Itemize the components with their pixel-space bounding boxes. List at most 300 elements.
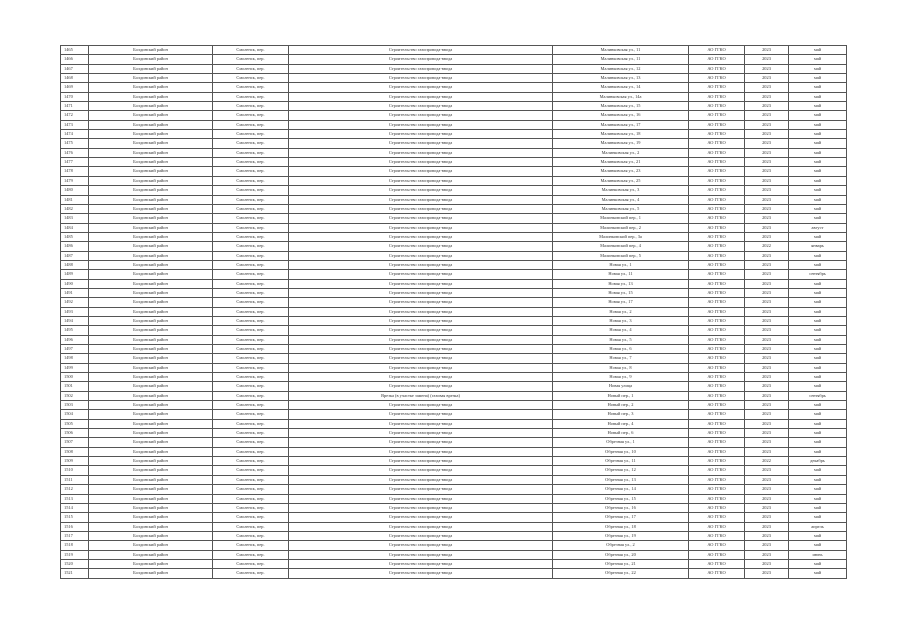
cell-year: 2023 xyxy=(745,531,789,540)
cell-locality: Смоленск, пер. xyxy=(213,559,289,568)
cell-district: Болдинский район xyxy=(89,541,213,550)
cell-address: Обрезная ул., 20 xyxy=(553,550,689,559)
cell-district: Болдинский район xyxy=(89,419,213,428)
cell-work-type: Строительство газопровода-ввода xyxy=(289,522,553,531)
cell-year: 2023 xyxy=(745,438,789,447)
cell-work-type: Строительство газопровода-ввода xyxy=(289,345,553,354)
cell-month: май xyxy=(789,316,847,325)
cell-locality: Смоленск, пер. xyxy=(213,550,289,559)
cell-district: Болдинский район xyxy=(89,83,213,92)
cell-district: Болдинский район xyxy=(89,139,213,148)
cell-organization: АО ГГКО xyxy=(689,158,745,167)
table-row xyxy=(61,139,847,148)
cell-row-number: 1516 xyxy=(61,522,89,531)
cell-address: Малинковская ул., 4 xyxy=(553,195,689,204)
cell-year: 2023 xyxy=(745,466,789,475)
cell-row-number: 1475 xyxy=(61,139,89,148)
cell-month: май xyxy=(789,279,847,288)
cell-row-number: 1512 xyxy=(61,485,89,494)
cell-locality: Смоленск, пер. xyxy=(213,279,289,288)
cell-district: Болдинский район xyxy=(89,382,213,391)
cell-month: май xyxy=(789,429,847,438)
table-row xyxy=(61,569,847,578)
table-row xyxy=(61,279,847,288)
cell-locality: Смоленск, пер. xyxy=(213,130,289,139)
cell-month: май xyxy=(789,260,847,269)
cell-row-number: 1506 xyxy=(61,429,89,438)
cell-month: май xyxy=(789,204,847,213)
cell-work-type: Строительство газопровода-ввода xyxy=(289,195,553,204)
cell-work-type: Строительство газопровода-ввода xyxy=(289,494,553,503)
table-row xyxy=(61,176,847,185)
cell-work-type: Строительство газопровода-ввода xyxy=(289,83,553,92)
table-row xyxy=(61,223,847,232)
cell-year: 2023 xyxy=(745,158,789,167)
cell-address: Обрезная ул., 19 xyxy=(553,531,689,540)
table-row xyxy=(61,326,847,335)
cell-address: Обрезная ул., 11 xyxy=(553,457,689,466)
cell-year: 2023 xyxy=(745,475,789,484)
cell-work-type: Строительство газопровода-ввода xyxy=(289,102,553,111)
cell-organization: АО ГГКО xyxy=(689,457,745,466)
cell-month: май xyxy=(789,55,847,64)
cell-month: май xyxy=(789,111,847,120)
cell-month: декабрь xyxy=(789,457,847,466)
cell-district: Болдинский район xyxy=(89,503,213,512)
cell-month: май xyxy=(789,251,847,260)
cell-address: Обрезная ул., 16 xyxy=(553,503,689,512)
cell-address: Малинковская ул., 2 xyxy=(553,148,689,157)
cell-organization: АО ГГКО xyxy=(689,466,745,475)
cell-month: май xyxy=(789,569,847,578)
cell-year: 2023 xyxy=(745,260,789,269)
cell-work-type: Строительство газопровода-ввода xyxy=(289,316,553,325)
cell-year: 2023 xyxy=(745,204,789,213)
cell-year: 2023 xyxy=(745,541,789,550)
cell-locality: Смоленск, пер. xyxy=(213,345,289,354)
cell-row-number: 1487 xyxy=(61,251,89,260)
cell-district: Болдинский район xyxy=(89,279,213,288)
cell-year: 2023 xyxy=(745,345,789,354)
cell-row-number: 1473 xyxy=(61,120,89,129)
cell-organization: АО ГГКО xyxy=(689,120,745,129)
cell-month: май xyxy=(789,335,847,344)
cell-organization: АО ГГКО xyxy=(689,382,745,391)
table-row xyxy=(61,531,847,540)
cell-locality: Смоленск, пер. xyxy=(213,288,289,297)
cell-work-type: Строительство газопровода-ввода xyxy=(289,326,553,335)
cell-locality: Смоленск, пер. xyxy=(213,298,289,307)
cell-row-number: 1495 xyxy=(61,326,89,335)
cell-row-number: 1477 xyxy=(61,158,89,167)
cell-district: Болдинский район xyxy=(89,92,213,101)
cell-organization: АО ГГКО xyxy=(689,111,745,120)
table-row xyxy=(61,120,847,129)
cell-locality: Смоленск, пер. xyxy=(213,270,289,279)
cell-organization: АО ГГКО xyxy=(689,74,745,83)
cell-month: май xyxy=(789,74,847,83)
cell-month: май xyxy=(789,541,847,550)
cell-work-type: Строительство газопровода-ввода xyxy=(289,513,553,522)
cell-work-type: Строительство газопровода-ввода xyxy=(289,559,553,568)
cell-address: Обрезная ул., 1 xyxy=(553,438,689,447)
cell-locality: Смоленск, пер. xyxy=(213,569,289,578)
cell-organization: АО ГГКО xyxy=(689,410,745,419)
cell-organization: АО ГГКО xyxy=(689,223,745,232)
cell-organization: АО ГГКО xyxy=(689,345,745,354)
cell-address: Малинковская ул., 18 xyxy=(553,130,689,139)
table-row xyxy=(61,345,847,354)
cell-row-number: 1466 xyxy=(61,55,89,64)
cell-district: Болдинский район xyxy=(89,74,213,83)
cell-district: Болдинский район xyxy=(89,270,213,279)
cell-locality: Смоленск, пер. xyxy=(213,410,289,419)
cell-row-number: 1499 xyxy=(61,363,89,372)
cell-district: Болдинский район xyxy=(89,288,213,297)
cell-address: Малинковская ул., 21 xyxy=(553,158,689,167)
cell-address: Новая ул., 2 xyxy=(553,307,689,316)
cell-address: Новая ул., 11 xyxy=(553,270,689,279)
cell-month: май xyxy=(789,401,847,410)
cell-year: 2023 xyxy=(745,223,789,232)
cell-organization: АО ГГКО xyxy=(689,195,745,204)
cell-organization: АО ГГКО xyxy=(689,307,745,316)
cell-year: 2023 xyxy=(745,503,789,512)
cell-address: Новый пер., 1 xyxy=(553,391,689,400)
cell-month: май xyxy=(789,298,847,307)
cell-address: Малинковский пер., 5 xyxy=(553,251,689,260)
cell-month: сентябрь xyxy=(789,391,847,400)
cell-work-type: Строительство газопровода-ввода xyxy=(289,55,553,64)
table-row xyxy=(61,382,847,391)
cell-month: сентябрь xyxy=(789,270,847,279)
cell-row-number: 1511 xyxy=(61,475,89,484)
cell-month: май xyxy=(789,503,847,512)
cell-work-type: Строительство газопровода-ввода xyxy=(289,410,553,419)
cell-work-type: Строительство газопровода-ввода xyxy=(289,541,553,550)
cell-organization: АО ГГКО xyxy=(689,92,745,101)
cell-month: май xyxy=(789,195,847,204)
cell-locality: Смоленск, пер. xyxy=(213,223,289,232)
cell-district: Болдинский район xyxy=(89,111,213,120)
cell-district: Болдинский район xyxy=(89,307,213,316)
cell-organization: АО ГГКО xyxy=(689,541,745,550)
cell-year: 2023 xyxy=(745,513,789,522)
cell-organization: АО ГГКО xyxy=(689,559,745,568)
table-row xyxy=(61,457,847,466)
cell-locality: Смоленск, пер. xyxy=(213,242,289,251)
table-row xyxy=(61,55,847,64)
cell-year: 2023 xyxy=(745,485,789,494)
cell-month: май xyxy=(789,419,847,428)
cell-work-type: Строительство газопровода-ввода xyxy=(289,307,553,316)
cell-work-type: Строительство газопровода-ввода xyxy=(289,74,553,83)
cell-address: Обрезная ул., 21 xyxy=(553,559,689,568)
cell-year: 2023 xyxy=(745,522,789,531)
cell-work-type: Врезка (в участке замена) (газовая врезка) xyxy=(289,391,553,400)
cell-address: Новая ул., 15 xyxy=(553,288,689,297)
cell-address: Новая ул., 7 xyxy=(553,354,689,363)
cell-district: Болдинский район xyxy=(89,531,213,540)
cell-work-type: Строительство газопровода-ввода xyxy=(289,279,553,288)
cell-year: 2023 xyxy=(745,64,789,73)
cell-year: 2022 xyxy=(745,242,789,251)
cell-row-number: 1474 xyxy=(61,130,89,139)
cell-year: 2023 xyxy=(745,354,789,363)
cell-row-number: 1491 xyxy=(61,288,89,297)
cell-work-type: Строительство газопровода-ввода xyxy=(289,176,553,185)
cell-locality: Смоленск, пер. xyxy=(213,466,289,475)
table-row xyxy=(61,92,847,101)
cell-locality: Смоленск, пер. xyxy=(213,92,289,101)
cell-address: Обрезная ул., 14 xyxy=(553,485,689,494)
cell-district: Болдинский район xyxy=(89,494,213,503)
table-row xyxy=(61,494,847,503)
cell-organization: АО ГГКО xyxy=(689,475,745,484)
cell-locality: Смоленск, пер. xyxy=(213,513,289,522)
table-row xyxy=(61,429,847,438)
cell-district: Болдинский район xyxy=(89,148,213,157)
cell-month: май xyxy=(789,148,847,157)
table-row xyxy=(61,522,847,531)
cell-district: Болдинский район xyxy=(89,223,213,232)
cell-organization: АО ГГКО xyxy=(689,288,745,297)
cell-work-type: Строительство газопровода-ввода xyxy=(289,335,553,344)
cell-month: май xyxy=(789,531,847,540)
cell-organization: АО ГГКО xyxy=(689,139,745,148)
cell-year: 2023 xyxy=(745,447,789,456)
cell-locality: Смоленск, пер. xyxy=(213,46,289,55)
cell-district: Болдинский район xyxy=(89,186,213,195)
cell-month: май xyxy=(789,307,847,316)
cell-district: Болдинский район xyxy=(89,232,213,241)
cell-work-type: Строительство газопровода-ввода xyxy=(289,466,553,475)
cell-organization: АО ГГКО xyxy=(689,55,745,64)
data-table xyxy=(60,45,847,579)
cell-district: Болдинский район xyxy=(89,176,213,185)
cell-work-type: Строительство газопровода-ввода xyxy=(289,251,553,260)
cell-row-number: 1468 xyxy=(61,74,89,83)
cell-row-number: 1502 xyxy=(61,391,89,400)
cell-row-number: 1493 xyxy=(61,307,89,316)
table-row xyxy=(61,214,847,223)
cell-address: Малинковская ул., 11 xyxy=(553,46,689,55)
cell-address: Новая ул., 6 xyxy=(553,345,689,354)
table-row xyxy=(61,288,847,297)
cell-month: май xyxy=(789,167,847,176)
cell-row-number: 1476 xyxy=(61,148,89,157)
cell-address: Малинковская ул., 19 xyxy=(553,139,689,148)
cell-row-number: 1467 xyxy=(61,64,89,73)
table-row xyxy=(61,363,847,372)
cell-work-type: Строительство газопровода-ввода xyxy=(289,223,553,232)
cell-year: 2023 xyxy=(745,550,789,559)
cell-locality: Смоленск, пер. xyxy=(213,503,289,512)
cell-locality: Смоленск, пер. xyxy=(213,186,289,195)
cell-row-number: 1504 xyxy=(61,410,89,419)
cell-row-number: 1480 xyxy=(61,186,89,195)
table-row xyxy=(61,64,847,73)
cell-locality: Смоленск, пер. xyxy=(213,522,289,531)
table-row xyxy=(61,513,847,522)
cell-month: май xyxy=(789,176,847,185)
cell-locality: Смоленск, пер. xyxy=(213,158,289,167)
table-row xyxy=(61,167,847,176)
cell-locality: Смоленск, пер. xyxy=(213,382,289,391)
cell-year: 2023 xyxy=(745,46,789,55)
cell-month: июнь xyxy=(789,550,847,559)
cell-organization: АО ГГКО xyxy=(689,326,745,335)
cell-year: 2023 xyxy=(745,373,789,382)
cell-row-number: 1508 xyxy=(61,447,89,456)
cell-organization: АО ГГКО xyxy=(689,531,745,540)
cell-row-number: 1488 xyxy=(61,260,89,269)
cell-district: Болдинский район xyxy=(89,316,213,325)
cell-address: Новая ул., 1 xyxy=(553,260,689,269)
cell-organization: АО ГГКО xyxy=(689,251,745,260)
cell-district: Болдинский район xyxy=(89,298,213,307)
cell-row-number: 1520 xyxy=(61,559,89,568)
cell-year: 2022 xyxy=(745,457,789,466)
cell-row-number: 1485 xyxy=(61,232,89,241)
cell-locality: Смоленск, пер. xyxy=(213,102,289,111)
cell-year: 2023 xyxy=(745,148,789,157)
cell-district: Болдинский район xyxy=(89,559,213,568)
table-row xyxy=(61,541,847,550)
cell-district: Болдинский район xyxy=(89,120,213,129)
cell-month: май xyxy=(789,382,847,391)
cell-district: Болдинский район xyxy=(89,326,213,335)
table-row xyxy=(61,410,847,419)
cell-work-type: Строительство газопровода-ввода xyxy=(289,373,553,382)
cell-district: Болдинский район xyxy=(89,55,213,64)
cell-address: Новая ул., 8 xyxy=(553,363,689,372)
cell-row-number: 1469 xyxy=(61,83,89,92)
cell-year: 2023 xyxy=(745,316,789,325)
table-row xyxy=(61,447,847,456)
table-row xyxy=(61,485,847,494)
cell-organization: АО ГГКО xyxy=(689,438,745,447)
cell-row-number: 1489 xyxy=(61,270,89,279)
table-row xyxy=(61,559,847,568)
cell-address: Малинковская ул., 13 xyxy=(553,74,689,83)
cell-work-type: Строительство газопровода-ввода xyxy=(289,485,553,494)
cell-year: 2023 xyxy=(745,214,789,223)
cell-organization: АО ГГКО xyxy=(689,186,745,195)
cell-locality: Смоленск, пер. xyxy=(213,447,289,456)
cell-district: Болдинский район xyxy=(89,522,213,531)
cell-address: Малинковская ул., 15 xyxy=(553,102,689,111)
cell-month: май xyxy=(789,354,847,363)
cell-locality: Смоленск, пер. xyxy=(213,391,289,400)
cell-row-number: 1494 xyxy=(61,316,89,325)
cell-work-type: Строительство газопровода-ввода xyxy=(289,46,553,55)
cell-month: май xyxy=(789,64,847,73)
cell-district: Болдинский район xyxy=(89,158,213,167)
cell-organization: АО ГГКО xyxy=(689,316,745,325)
cell-month: май xyxy=(789,288,847,297)
cell-year: 2023 xyxy=(745,391,789,400)
cell-year: 2023 xyxy=(745,139,789,148)
cell-organization: АО ГГКО xyxy=(689,130,745,139)
cell-address: Обрезная ул., 18 xyxy=(553,522,689,531)
cell-locality: Смоленск, пер. xyxy=(213,307,289,316)
cell-work-type: Строительство газопровода-ввода xyxy=(289,401,553,410)
table-row xyxy=(61,46,847,55)
cell-address: Обрезная ул., 22 xyxy=(553,569,689,578)
cell-year: 2023 xyxy=(745,382,789,391)
cell-year: 2023 xyxy=(745,102,789,111)
cell-row-number: 1465 xyxy=(61,46,89,55)
cell-organization: АО ГГКО xyxy=(689,513,745,522)
cell-work-type: Строительство газопровода-ввода xyxy=(289,260,553,269)
cell-month: май xyxy=(789,120,847,129)
cell-year: 2023 xyxy=(745,74,789,83)
table-row xyxy=(61,148,847,157)
cell-address: Новый пер., 2 xyxy=(553,401,689,410)
cell-month: май xyxy=(789,373,847,382)
cell-address: Малинковский пер., 4 xyxy=(553,242,689,251)
cell-work-type: Строительство газопровода-ввода xyxy=(289,457,553,466)
cell-address: Малинковский пер., 2 xyxy=(553,223,689,232)
table-row xyxy=(61,74,847,83)
cell-district: Болдинский район xyxy=(89,260,213,269)
cell-month: май xyxy=(789,345,847,354)
cell-month: май xyxy=(789,513,847,522)
cell-month: январь xyxy=(789,242,847,251)
cell-row-number: 1497 xyxy=(61,345,89,354)
cell-address: Малинковская ул., 25 xyxy=(553,176,689,185)
cell-address: Новый пер., 4 xyxy=(553,419,689,428)
cell-organization: АО ГГКО xyxy=(689,401,745,410)
table-row xyxy=(61,83,847,92)
table-row xyxy=(61,419,847,428)
cell-month: май xyxy=(789,46,847,55)
table-row xyxy=(61,550,847,559)
cell-address: Малинковская ул., 14 xyxy=(553,83,689,92)
table-row xyxy=(61,391,847,400)
cell-month: май xyxy=(789,130,847,139)
cell-district: Болдинский район xyxy=(89,550,213,559)
cell-row-number: 1490 xyxy=(61,279,89,288)
cell-district: Болдинский район xyxy=(89,401,213,410)
cell-year: 2023 xyxy=(745,55,789,64)
cell-district: Болдинский район xyxy=(89,64,213,73)
cell-locality: Смоленск, пер. xyxy=(213,120,289,129)
cell-address: Обрезная ул., 12 xyxy=(553,466,689,475)
cell-locality: Смоленск, пер. xyxy=(213,176,289,185)
table-row xyxy=(61,242,847,251)
cell-work-type: Строительство газопровода-ввода xyxy=(289,363,553,372)
cell-locality: Смоленск, пер. xyxy=(213,83,289,92)
cell-locality: Смоленск, пер. xyxy=(213,429,289,438)
table-row xyxy=(61,260,847,269)
cell-district: Болдинский район xyxy=(89,46,213,55)
cell-district: Болдинский район xyxy=(89,438,213,447)
table-row xyxy=(61,111,847,120)
cell-year: 2023 xyxy=(745,270,789,279)
table-row xyxy=(61,354,847,363)
cell-month: май xyxy=(789,326,847,335)
cell-district: Болдинский район xyxy=(89,457,213,466)
cell-district: Болдинский район xyxy=(89,167,213,176)
cell-row-number: 1521 xyxy=(61,569,89,578)
table-row xyxy=(61,503,847,512)
cell-district: Болдинский район xyxy=(89,251,213,260)
cell-address: Малинковская ул., 3 xyxy=(553,186,689,195)
cell-work-type: Строительство газопровода-ввода xyxy=(289,148,553,157)
cell-year: 2023 xyxy=(745,298,789,307)
